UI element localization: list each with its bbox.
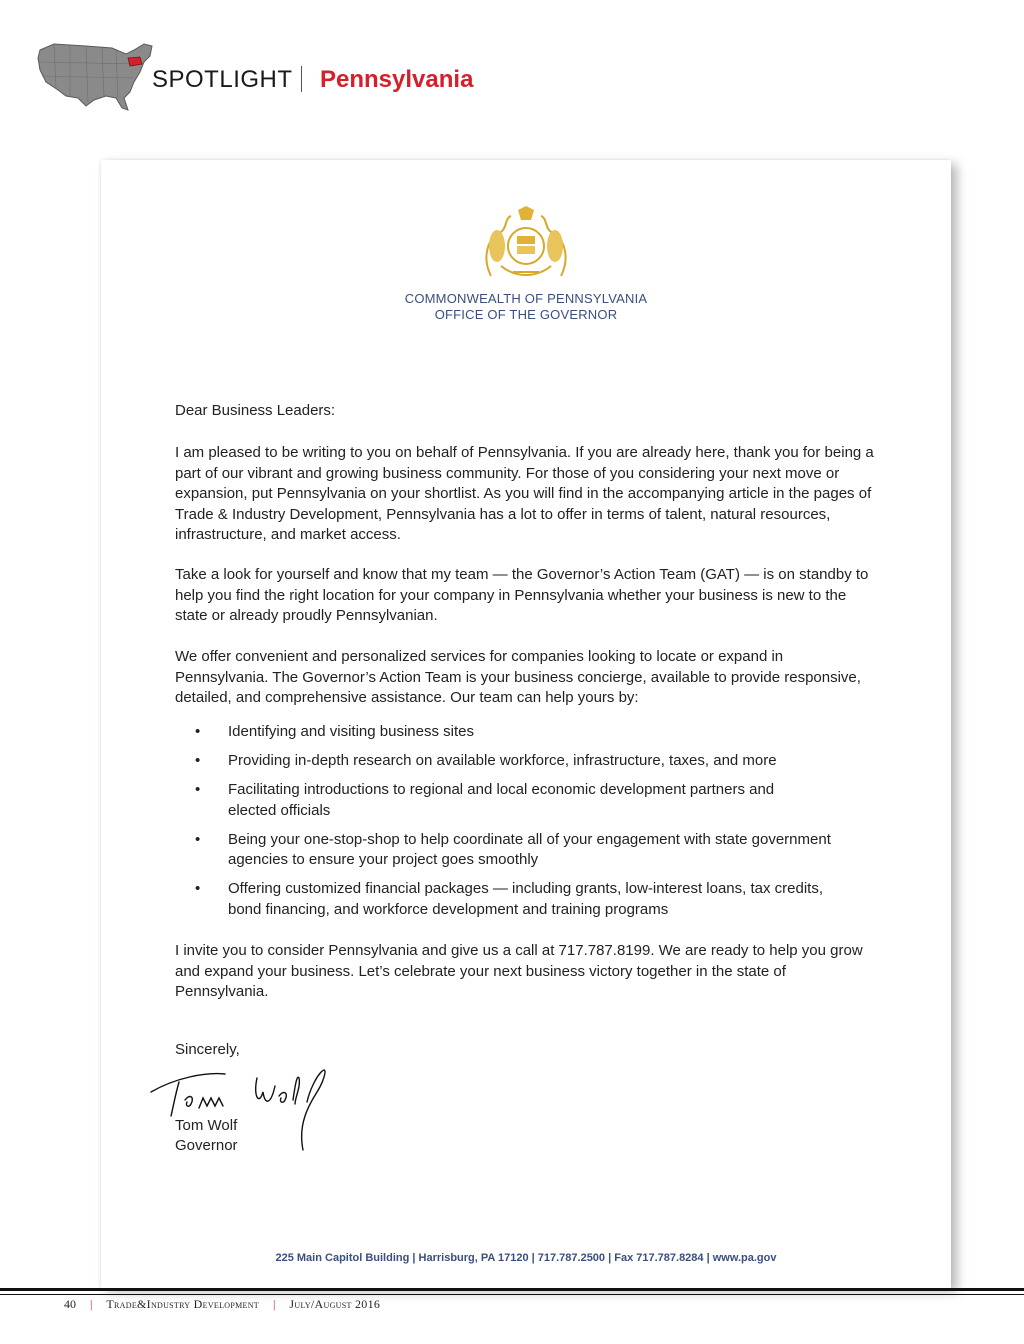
- bullet-marker: •: [195, 752, 201, 769]
- page-footer: [64, 1297, 380, 1312]
- list-item-text: Being your one-stop-shop to help coordinate all of your engagement with state government agencies to ensure your project goes smoothly: [228, 830, 831, 868]
- pennsylvania-seal-icon: [471, 206, 581, 282]
- signer-title: Governor: [175, 1137, 238, 1154]
- closing: Sincerely,: [175, 1041, 240, 1058]
- list-item-text: Providing in-depth research on available workforce, infrastructure, taxes, and more: [228, 752, 777, 769]
- signer-name: Tom Wolf: [175, 1117, 238, 1134]
- us-map-icon: [34, 36, 158, 114]
- section-label: SPOTLIGHT: [152, 66, 293, 93]
- bullet-marker: •: [195, 723, 201, 740]
- paragraph-intro: I am pleased to be writing to you on behalf of Pennsylvania. If you are already here, thank you for being a part of our vibrant and growing business community. For those of you considering your next move or expansion, put Pennsylvania on your shortlist. As you will find in the accompanying article in the pages of Trade & Industry Development, Pennsylvania has a lot to offer in terms of talent, natural resources, infrastructure, and market access.: [175, 444, 874, 543]
- governor-letter: [101, 160, 951, 1288]
- letterhead-footer-address: 225 Main Capitol Building | Harrisburg, PA 17120 | 717.787.2500 | Fax 717.787.8284 | www.pa.gov: [275, 1252, 777, 1264]
- list-item-text: Identifying and visiting business sites: [228, 723, 474, 740]
- page-number: 40: [64, 1297, 76, 1311]
- list-item-text: Facilitating introductions to regional and local economic development partners and elected officials: [228, 781, 775, 819]
- list-item: [175, 879, 895, 920]
- paragraph-invite: I invite you to consider Pennsylvania and give us a call at 717.787.8199. We are ready to help you grow and expand your business. Let’s celebrate your next business victory together in the state of Pennsylvania.: [175, 942, 863, 1000]
- bullet-marker: •: [195, 781, 201, 798]
- list-item-text: Offering customized financial packages — including grants, low-interest loans, tax credits, bond financing, and workforce development and training programs: [228, 880, 824, 918]
- list-item: [175, 751, 895, 772]
- list-item: [175, 722, 895, 743]
- list-item: [175, 830, 895, 871]
- bullet-marker: •: [195, 830, 201, 848]
- state-title: Pennsylvania: [320, 66, 474, 93]
- footer-separator: |: [272, 1297, 276, 1311]
- salutation: Dear Business Leaders:: [175, 402, 336, 419]
- header-divider: [301, 66, 302, 92]
- publication-name: Trade&Industry Development: [106, 1297, 259, 1311]
- services-list: [175, 722, 895, 929]
- paragraph-services: We offer convenient and personalized services for companies looking to locate or expand in Pennsylvania. The Governor’s Action Team is your business concierge, available to provide responsive, detailed, and comprehensive assistance. Our team can help yours by:: [175, 648, 861, 706]
- paragraph-team: Take a look for yourself and know that my team — the Governor’s Action Team (GAT) — is on standby to help you find the right location for your company in Pennsylvania whether your business is new to the state or already proudly Pennsylvanian.: [175, 566, 869, 624]
- footer-separator: |: [90, 1297, 93, 1311]
- footer-rule-thin: [0, 1294, 1024, 1295]
- spotlight-header: [34, 36, 554, 126]
- office-line-2: OFFICE OF THE GOVERNOR: [434, 307, 618, 322]
- list-item: [175, 780, 895, 821]
- bullet-marker: •: [195, 880, 201, 897]
- office-line-1: COMMONWEALTH OF PENNSYLVANIA: [404, 291, 648, 306]
- footer-rule-thick: [0, 1288, 1024, 1291]
- issue-date: July/August 2016: [289, 1297, 381, 1311]
